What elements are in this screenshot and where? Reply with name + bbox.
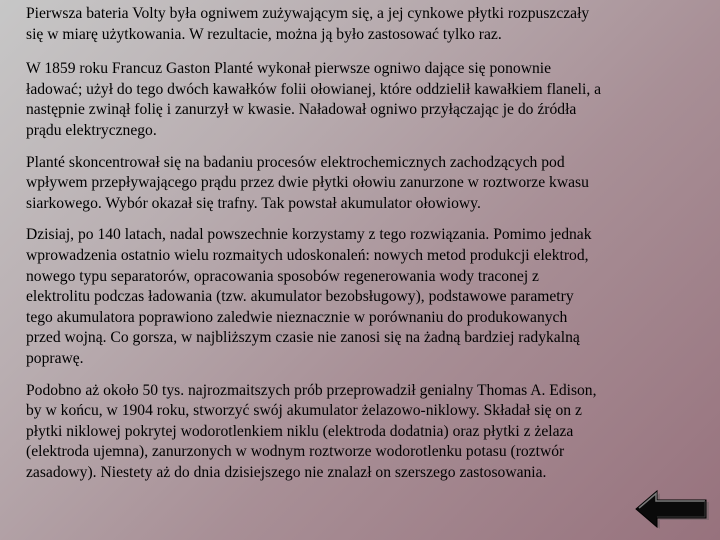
slide-content bbox=[26, 4, 698, 504]
paragraph-today-improvements: Dzisiaj, po 140 latach, nadal powszechnie korzystamy z tego rozwiązania. Pomimo jednak wprowadzenia ostatnio wielu rozmaitych udoskonaleń: nowych metod produkcji elektrod, nowego typu separatorów, opracowania sposobów regenerowania wody traconej z elektrolitu podczas ładowania (tzw. akumulator bezobsługowy), podstawowe parametry tego akumulatora poprawiono zaledwie nieznacznie w porównaniu do produkowanych przed wojną. Co gorsza, w najbliższym czasie nie zanosi się na żadną bardziej radykalną poprawę. bbox=[26, 226, 592, 367]
paragraph-edison: Podobno aż około 50 tys. najrozmaitszych prób przeprowadził genialny Thomas A. Edison, by w końcu, w 1904 roku, stworzyć swój akumulator żelazowo-niklowy. Składał się on z płytki niklowej pokrytej wodorotlenkiem niklu (elektroda dodatnia) oraz płytki z żelaza (elektroda ujemna), zanurzonych w wodnym roztworze wodorotlenku potasu (roztwór zasadowy). Niestety aż do dnia dzisiejszego nie znalazł on szerszego zastosowania. bbox=[26, 381, 597, 481]
paragraph-lead-acid-accumulator: Planté skoncentrował się na badaniu procesów elektrochemicznych zachodzących pod wpływem przepływającego prądu przez dwie płytki ołowiu zanurzone w roztworze kwasu siarkowego. Wybór okazał się trafny. Tak powstał akumulator ołowiowy. bbox=[26, 153, 589, 212]
arrow-left-icon bbox=[634, 489, 710, 529]
back-button[interactable] bbox=[634, 489, 710, 529]
paragraph-plante-1859: W 1859 roku Francuz Gaston Planté wykonał pierwsze ogniwo dające się ponownie ładować; użył do tego dwóch kawałków folii ołowianej, które oddzielił kawałkiem flaneli, a następnie zwinął folię i zanurzył w kwasie. Naładował ogniwo przyłączając je do źródła prądu elektrycznego. bbox=[26, 60, 602, 139]
paragraph-volta-battery: Pierwsza bateria Volty była ogniwem zużywającym się, a jej cynkowe płytki rozpuszczały się w miarę użytkowania. W rezultacie, można ją było zastosować tylko raz. bbox=[26, 5, 590, 43]
